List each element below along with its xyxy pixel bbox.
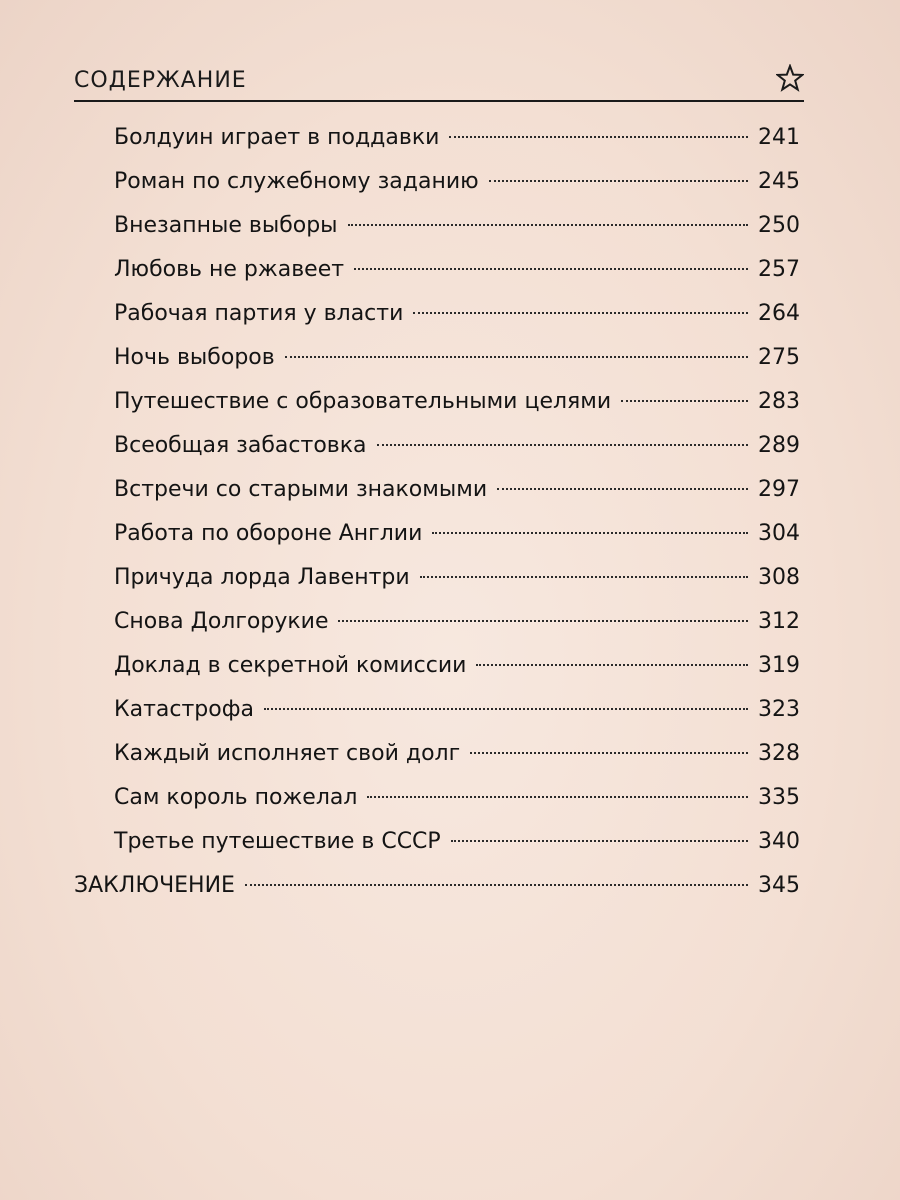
toc-entry-page: 283 [758, 389, 800, 414]
toc-entry-title: Болдуин играет в поддавки [114, 125, 440, 150]
toc-entry-title: Рабочая партия у власти [114, 301, 404, 326]
page-header [74, 64, 804, 98]
dot-leader [338, 620, 748, 622]
dot-leader [348, 224, 748, 226]
toc-entry-title: Сам король пожелал [114, 785, 358, 810]
toc-entry-page: 312 [758, 609, 800, 634]
toc-entry-page: 335 [758, 785, 800, 810]
dot-leader [470, 752, 748, 754]
toc-entry-page: 323 [758, 697, 800, 722]
toc-entry-page: 264 [758, 301, 800, 326]
toc-entry [114, 254, 800, 286]
toc-entry [114, 298, 800, 330]
toc-entry [114, 782, 800, 814]
toc-entry-page: 275 [758, 345, 800, 370]
dot-leader [451, 840, 748, 842]
toc-entry-title: Третье путешествие в СССР [114, 829, 441, 854]
toc-entry-page: 308 [758, 565, 800, 590]
toc-entry-title: Внезапные выборы [114, 213, 338, 238]
header-rule [74, 100, 804, 102]
star-icon [776, 64, 804, 92]
toc-entry-title: Роман по служебному заданию [114, 169, 479, 194]
toc-entry-title: ЗАКЛЮЧЕНИЕ [74, 873, 235, 898]
toc-entry-title: Причуда лорда Лавентри [114, 565, 410, 590]
toc-entry [114, 430, 800, 462]
dot-leader [367, 796, 748, 798]
toc-entry [114, 342, 800, 374]
toc-entry-title: Снова Долгорукие [114, 609, 329, 634]
toc-entry-page: 297 [758, 477, 800, 502]
toc-entry [114, 122, 800, 154]
toc-entry-page: 250 [758, 213, 800, 238]
toc-entry [114, 826, 800, 858]
dot-leader [245, 884, 748, 886]
dot-leader [449, 136, 748, 138]
toc-entry [114, 518, 800, 550]
toc-entry-title: Ночь выборов [114, 345, 275, 370]
dot-leader [420, 576, 748, 578]
dot-leader [432, 532, 748, 534]
toc-entry-page: 340 [758, 829, 800, 854]
toc-entry [114, 166, 800, 198]
toc-entry-page: 319 [758, 653, 800, 678]
toc-entry [114, 738, 800, 770]
toc-entry [114, 650, 800, 682]
toc-entry-title: Встречи со старыми знакомыми [114, 477, 488, 502]
dot-leader [413, 312, 748, 314]
toc-entry [114, 386, 800, 418]
dot-leader [476, 664, 748, 666]
toc-entry [114, 474, 800, 506]
toc-entry-page: 245 [758, 169, 800, 194]
toc-entry-title: Каждый исполняет свой долг [114, 741, 461, 766]
dot-leader [354, 268, 748, 270]
dot-leader [489, 180, 748, 182]
header-title: СОДЕРЖАНИЕ [74, 68, 247, 93]
dot-leader [497, 488, 748, 490]
dot-leader [285, 356, 748, 358]
toc-entry-page: 345 [758, 873, 800, 898]
dot-leader [621, 400, 748, 402]
dot-leader [264, 708, 748, 710]
toc-entry-title: Работа по обороне Англии [114, 521, 423, 546]
toc-entry-title: Любовь не ржавеет [114, 257, 345, 282]
toc-entry-page: 257 [758, 257, 800, 282]
toc-entry [114, 562, 800, 594]
toc-entry [114, 210, 800, 242]
toc-entry-title: Всеобщая забастовка [114, 433, 367, 458]
toc-entry-title: Катастрофа [114, 697, 255, 722]
toc-entry-page: 328 [758, 741, 800, 766]
toc-entry-page: 241 [758, 125, 800, 150]
toc-entry [114, 694, 800, 726]
toc-entry-title: Доклад в секретной комиссии [114, 653, 467, 678]
toc-entry-title: Путешествие с образовательными целями [114, 389, 612, 414]
toc-entry-page: 289 [758, 433, 800, 458]
toc-entry-conclusion [74, 870, 800, 902]
toc-entry-page: 304 [758, 521, 800, 546]
dot-leader [377, 444, 748, 446]
toc-entry [114, 606, 800, 638]
